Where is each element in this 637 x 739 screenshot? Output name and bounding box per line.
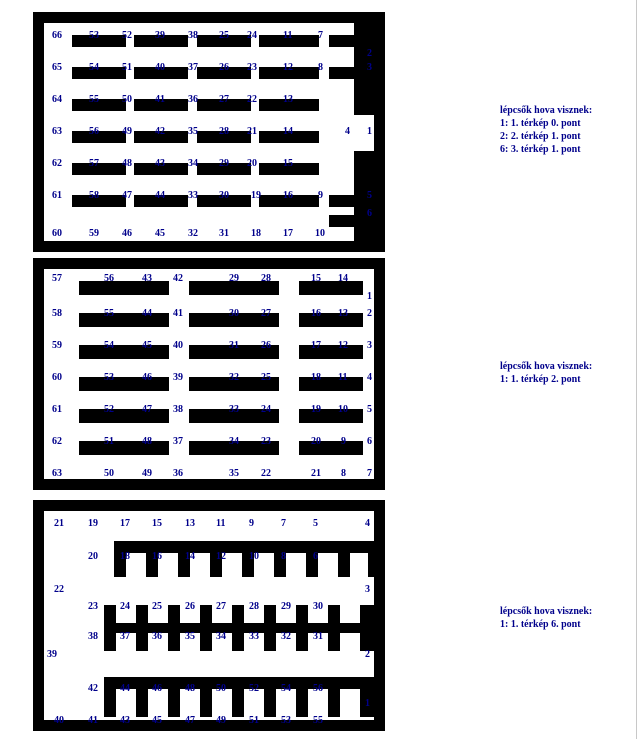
map-point-label: 66	[52, 30, 62, 41]
map-point-label: 12	[283, 62, 293, 73]
map-point-label: 46	[122, 228, 132, 239]
wall	[264, 677, 276, 717]
map-point-label: 41	[155, 94, 165, 105]
map-point-label: 56	[313, 683, 323, 694]
map-point-label: 5	[367, 190, 372, 201]
map-point-label: 27	[216, 601, 226, 612]
map-point-label: 6	[367, 208, 372, 219]
map-point-label: 32	[188, 228, 198, 239]
map-point-label: 20	[88, 551, 98, 562]
wall	[338, 541, 350, 577]
map-point-label: 37	[120, 631, 130, 642]
map-point-label: 26	[219, 62, 229, 73]
map-point-label: 50	[216, 683, 226, 694]
map-point-label: 20	[311, 436, 321, 447]
map-point-label: 21	[311, 468, 321, 479]
map-point-label: 55	[89, 94, 99, 105]
map-point-label: 4	[367, 372, 372, 383]
map-point-label: 64	[52, 94, 62, 105]
wall	[79, 409, 169, 423]
map-point-label: 24	[120, 601, 130, 612]
map-point-label: 55	[313, 715, 323, 726]
wall	[232, 605, 244, 651]
map-point-label: 45	[152, 715, 162, 726]
map-point-label: 35	[185, 631, 195, 642]
map-point-label: 60	[52, 372, 62, 383]
wall	[328, 677, 340, 717]
map-point-label: 47	[142, 404, 152, 415]
map-point-label: 57	[52, 273, 62, 284]
map-point-label: 23	[88, 601, 98, 612]
map-point-label: 6	[313, 551, 318, 562]
wall	[72, 99, 126, 111]
map-point-label: 29	[229, 273, 239, 284]
map-point-label: 23	[261, 436, 271, 447]
legend-map-2	[500, 360, 592, 386]
map-point-label: 10	[315, 228, 325, 239]
map-point-label: 40	[173, 340, 183, 351]
map-point-label: 12	[216, 551, 226, 562]
legend-title: lépcsők hova visznek:	[500, 105, 593, 116]
map-point-label: 39	[173, 372, 183, 383]
map-point-label: 34	[188, 158, 198, 169]
map-point-label: 43	[142, 273, 152, 284]
wall	[328, 605, 340, 651]
map-point-label: 4	[345, 126, 350, 137]
map-point-label: 59	[52, 340, 62, 351]
map-point-label: 52	[249, 683, 259, 694]
legend-line: 1: 1. térkép 6. pont	[500, 619, 581, 630]
map-point-label: 25	[261, 372, 271, 383]
map-point-label: 32	[281, 631, 291, 642]
map-point-label: 1	[365, 698, 370, 709]
map-point-label: 63	[52, 126, 62, 137]
map-point-label: 15	[152, 518, 162, 529]
map-point-label: 33	[229, 404, 239, 415]
map-point-label: 43	[120, 715, 130, 726]
map-point-label: 44	[142, 308, 152, 319]
map-point-label: 53	[281, 715, 291, 726]
wall	[72, 163, 126, 175]
map-point-label: 30	[229, 308, 239, 319]
map-point-label: 11	[283, 30, 293, 41]
map-point-label: 23	[247, 62, 257, 73]
map-point-label: 12	[338, 340, 348, 351]
map-point-label: 20	[247, 158, 257, 169]
map-point-label: 48	[185, 683, 195, 694]
wall	[136, 677, 148, 717]
wall	[72, 131, 126, 143]
wall	[104, 605, 116, 651]
map-point-label: 30	[219, 190, 229, 201]
map-point-label: 46	[142, 372, 152, 383]
map-point-label: 13	[283, 94, 293, 105]
map-point-label: 28	[261, 273, 271, 284]
map-point-label: 21	[247, 126, 257, 137]
map-point-label: 15	[283, 158, 293, 169]
map-point-label: 29	[281, 601, 291, 612]
map-point-label: 7	[367, 468, 372, 479]
legend-title: lépcsők hova visznek:	[500, 606, 593, 617]
map-point-label: 18	[251, 228, 261, 239]
map-point-label: 62	[52, 158, 62, 169]
map-point-label: 49	[122, 126, 132, 137]
map-2-frame	[33, 258, 385, 490]
map-point-label: 6	[367, 436, 372, 447]
map-point-label: 42	[155, 126, 165, 137]
wall	[79, 313, 169, 327]
map-point-label: 40	[54, 715, 64, 726]
legend-map-1	[500, 104, 592, 156]
map-point-label: 24	[261, 404, 271, 415]
map-point-label: 58	[52, 308, 62, 319]
map-point-label: 51	[104, 436, 114, 447]
map-point-label: 51	[122, 62, 132, 73]
map-point-label: 9	[249, 518, 254, 529]
map-1-frame	[33, 12, 385, 252]
map-point-label: 43	[155, 158, 165, 169]
map-point-label: 30	[313, 601, 323, 612]
map-point-label: 61	[52, 404, 62, 415]
map-point-label: 25	[152, 601, 162, 612]
map-point-label: 21	[54, 518, 64, 529]
map-point-label: 32	[229, 372, 239, 383]
map-point-label: 38	[188, 30, 198, 41]
map-point-label: 46	[152, 683, 162, 694]
map-point-label: 5	[367, 404, 372, 415]
map-point-label: 37	[188, 62, 198, 73]
map-point-label: 47	[122, 190, 132, 201]
wall	[104, 677, 116, 717]
map-point-label: 38	[88, 631, 98, 642]
map-point-label: 9	[341, 436, 346, 447]
map-point-label: 28	[219, 126, 229, 137]
wall	[79, 345, 169, 359]
map-point-label: 2	[365, 649, 370, 660]
wall	[72, 67, 126, 79]
map-point-label: 13	[338, 308, 348, 319]
map-point-label: 41	[173, 308, 183, 319]
map-point-label: 49	[216, 715, 226, 726]
map-point-label: 27	[219, 94, 229, 105]
wall	[79, 281, 169, 295]
map-point-label: 34	[229, 436, 239, 447]
map-point-label: 33	[249, 631, 259, 642]
wall	[329, 215, 355, 227]
map-point-label: 16	[311, 308, 321, 319]
map-point-label: 22	[247, 94, 257, 105]
map-point-label: 25	[219, 30, 229, 41]
legend-title: lépcsők hova visznek:	[500, 361, 593, 372]
wall	[299, 409, 363, 423]
wall	[232, 677, 244, 717]
map-point-label: 35	[188, 126, 198, 137]
legend-line: 2: 2. térkép 1. pont	[500, 131, 581, 142]
map-point-label: 42	[88, 683, 98, 694]
map-2-floor	[44, 269, 374, 479]
map-point-label: 9	[318, 190, 323, 201]
map-point-label: 11	[338, 372, 348, 383]
map-point-label: 24	[247, 30, 257, 41]
map-point-label: 1	[367, 291, 372, 302]
map-point-label: 35	[229, 468, 239, 479]
map-point-label: 39	[47, 649, 57, 660]
map-point-label: 2	[367, 48, 372, 59]
map-point-label: 63	[52, 468, 62, 479]
map-point-label: 31	[229, 340, 239, 351]
wall	[136, 605, 148, 651]
map-point-label: 19	[311, 404, 321, 415]
map-point-label: 59	[89, 228, 99, 239]
map-point-label: 39	[155, 30, 165, 41]
map-point-label: 8	[281, 551, 286, 562]
map-point-label: 16	[152, 551, 162, 562]
map-point-label: 3	[365, 584, 370, 595]
map-point-label: 18	[120, 551, 130, 562]
map-point-label: 14	[283, 126, 293, 137]
map-point-label: 65	[52, 62, 62, 73]
map-point-label: 50	[104, 468, 114, 479]
legend-map-3	[500, 605, 592, 631]
wall	[299, 441, 363, 455]
map-point-label: 54	[281, 683, 291, 694]
map-point-label: 27	[261, 308, 271, 319]
map-point-label: 17	[283, 228, 293, 239]
map-point-label: 55	[104, 308, 114, 319]
map-point-label: 48	[142, 436, 152, 447]
wall	[200, 605, 212, 651]
map-point-label: 26	[261, 340, 271, 351]
wall	[200, 677, 212, 717]
map-point-label: 14	[338, 273, 348, 284]
map-point-label: 31	[219, 228, 229, 239]
map-point-label: 29	[219, 158, 229, 169]
map-point-label: 22	[54, 584, 64, 595]
map-point-label: 41	[88, 715, 98, 726]
map-point-label: 54	[104, 340, 114, 351]
map-point-label: 62	[52, 436, 62, 447]
map-point-label: 3	[367, 340, 372, 351]
map-point-label: 61	[52, 190, 62, 201]
map-point-label: 22	[261, 468, 271, 479]
wall	[299, 345, 363, 359]
map-point-label: 7	[318, 30, 323, 41]
wall	[168, 605, 180, 651]
wall	[72, 195, 126, 207]
map-point-label: 1	[367, 126, 372, 137]
map-point-label: 19	[251, 190, 261, 201]
legend-line: 6: 3. térkép 1. pont	[500, 144, 581, 155]
wall	[329, 35, 355, 47]
wall	[329, 195, 355, 207]
map-point-label: 45	[155, 228, 165, 239]
map-point-label: 47	[185, 715, 195, 726]
map-point-label: 49	[142, 468, 152, 479]
map-point-label: 17	[311, 340, 321, 351]
map-point-label: 34	[216, 631, 226, 642]
map-point-label: 52	[104, 404, 114, 415]
wall	[296, 677, 308, 717]
map-point-label: 33	[188, 190, 198, 201]
map-point-label: 50	[122, 94, 132, 105]
map-point-label: 48	[122, 158, 132, 169]
map-point-label: 14	[185, 551, 195, 562]
map-point-label: 7	[281, 518, 286, 529]
wall	[329, 67, 355, 79]
map-point-label: 38	[173, 404, 183, 415]
legend-line: 1: 1. térkép 2. pont	[500, 374, 581, 385]
wall	[296, 605, 308, 651]
map-point-label: 17	[120, 518, 130, 529]
map-point-label: 26	[185, 601, 195, 612]
map-point-label: 58	[89, 190, 99, 201]
map-point-label: 11	[216, 518, 226, 529]
map-point-label: 36	[188, 94, 198, 105]
legend-line: 1: 1. térkép 0. pont	[500, 118, 581, 129]
map-point-label: 19	[88, 518, 98, 529]
wall	[368, 541, 374, 577]
map-point-label: 44	[155, 190, 165, 201]
map-point-label: 5	[313, 518, 318, 529]
map-point-label: 16	[283, 190, 293, 201]
map-point-label: 13	[185, 518, 195, 529]
wall	[299, 377, 363, 391]
map-point-label: 60	[52, 228, 62, 239]
map-point-label: 8	[341, 468, 346, 479]
map-point-label: 56	[89, 126, 99, 137]
map-point-label: 36	[173, 468, 183, 479]
map-point-label: 44	[120, 683, 130, 694]
map-point-label: 54	[89, 62, 99, 73]
map-point-label: 45	[142, 340, 152, 351]
map-point-label: 37	[173, 436, 183, 447]
map-point-label: 2	[367, 308, 372, 319]
map-point-label: 40	[155, 62, 165, 73]
map-point-label: 31	[313, 631, 323, 642]
map-point-label: 53	[89, 30, 99, 41]
map-point-label: 8	[318, 62, 323, 73]
map-3-frame	[33, 500, 385, 731]
map-point-label: 15	[311, 273, 321, 284]
map-point-label: 52	[122, 30, 132, 41]
wall	[79, 441, 169, 455]
map-point-label: 3	[367, 62, 372, 73]
wall	[360, 605, 374, 651]
map-point-label: 4	[365, 518, 370, 529]
map-point-label: 51	[249, 715, 259, 726]
map-point-label: 10	[249, 551, 259, 562]
map-point-label: 36	[152, 631, 162, 642]
map-point-label: 28	[249, 601, 259, 612]
map-point-label: 42	[173, 273, 183, 284]
wall	[299, 313, 363, 327]
wall	[299, 281, 363, 295]
map-point-label: 53	[104, 372, 114, 383]
map-point-label: 18	[311, 372, 321, 383]
wall	[168, 677, 180, 717]
map-point-label: 56	[104, 273, 114, 284]
wall	[264, 605, 276, 651]
wall	[72, 35, 126, 47]
map-point-label: 10	[338, 404, 348, 415]
map-point-label: 57	[89, 158, 99, 169]
wall	[360, 677, 374, 717]
wall	[79, 377, 169, 391]
